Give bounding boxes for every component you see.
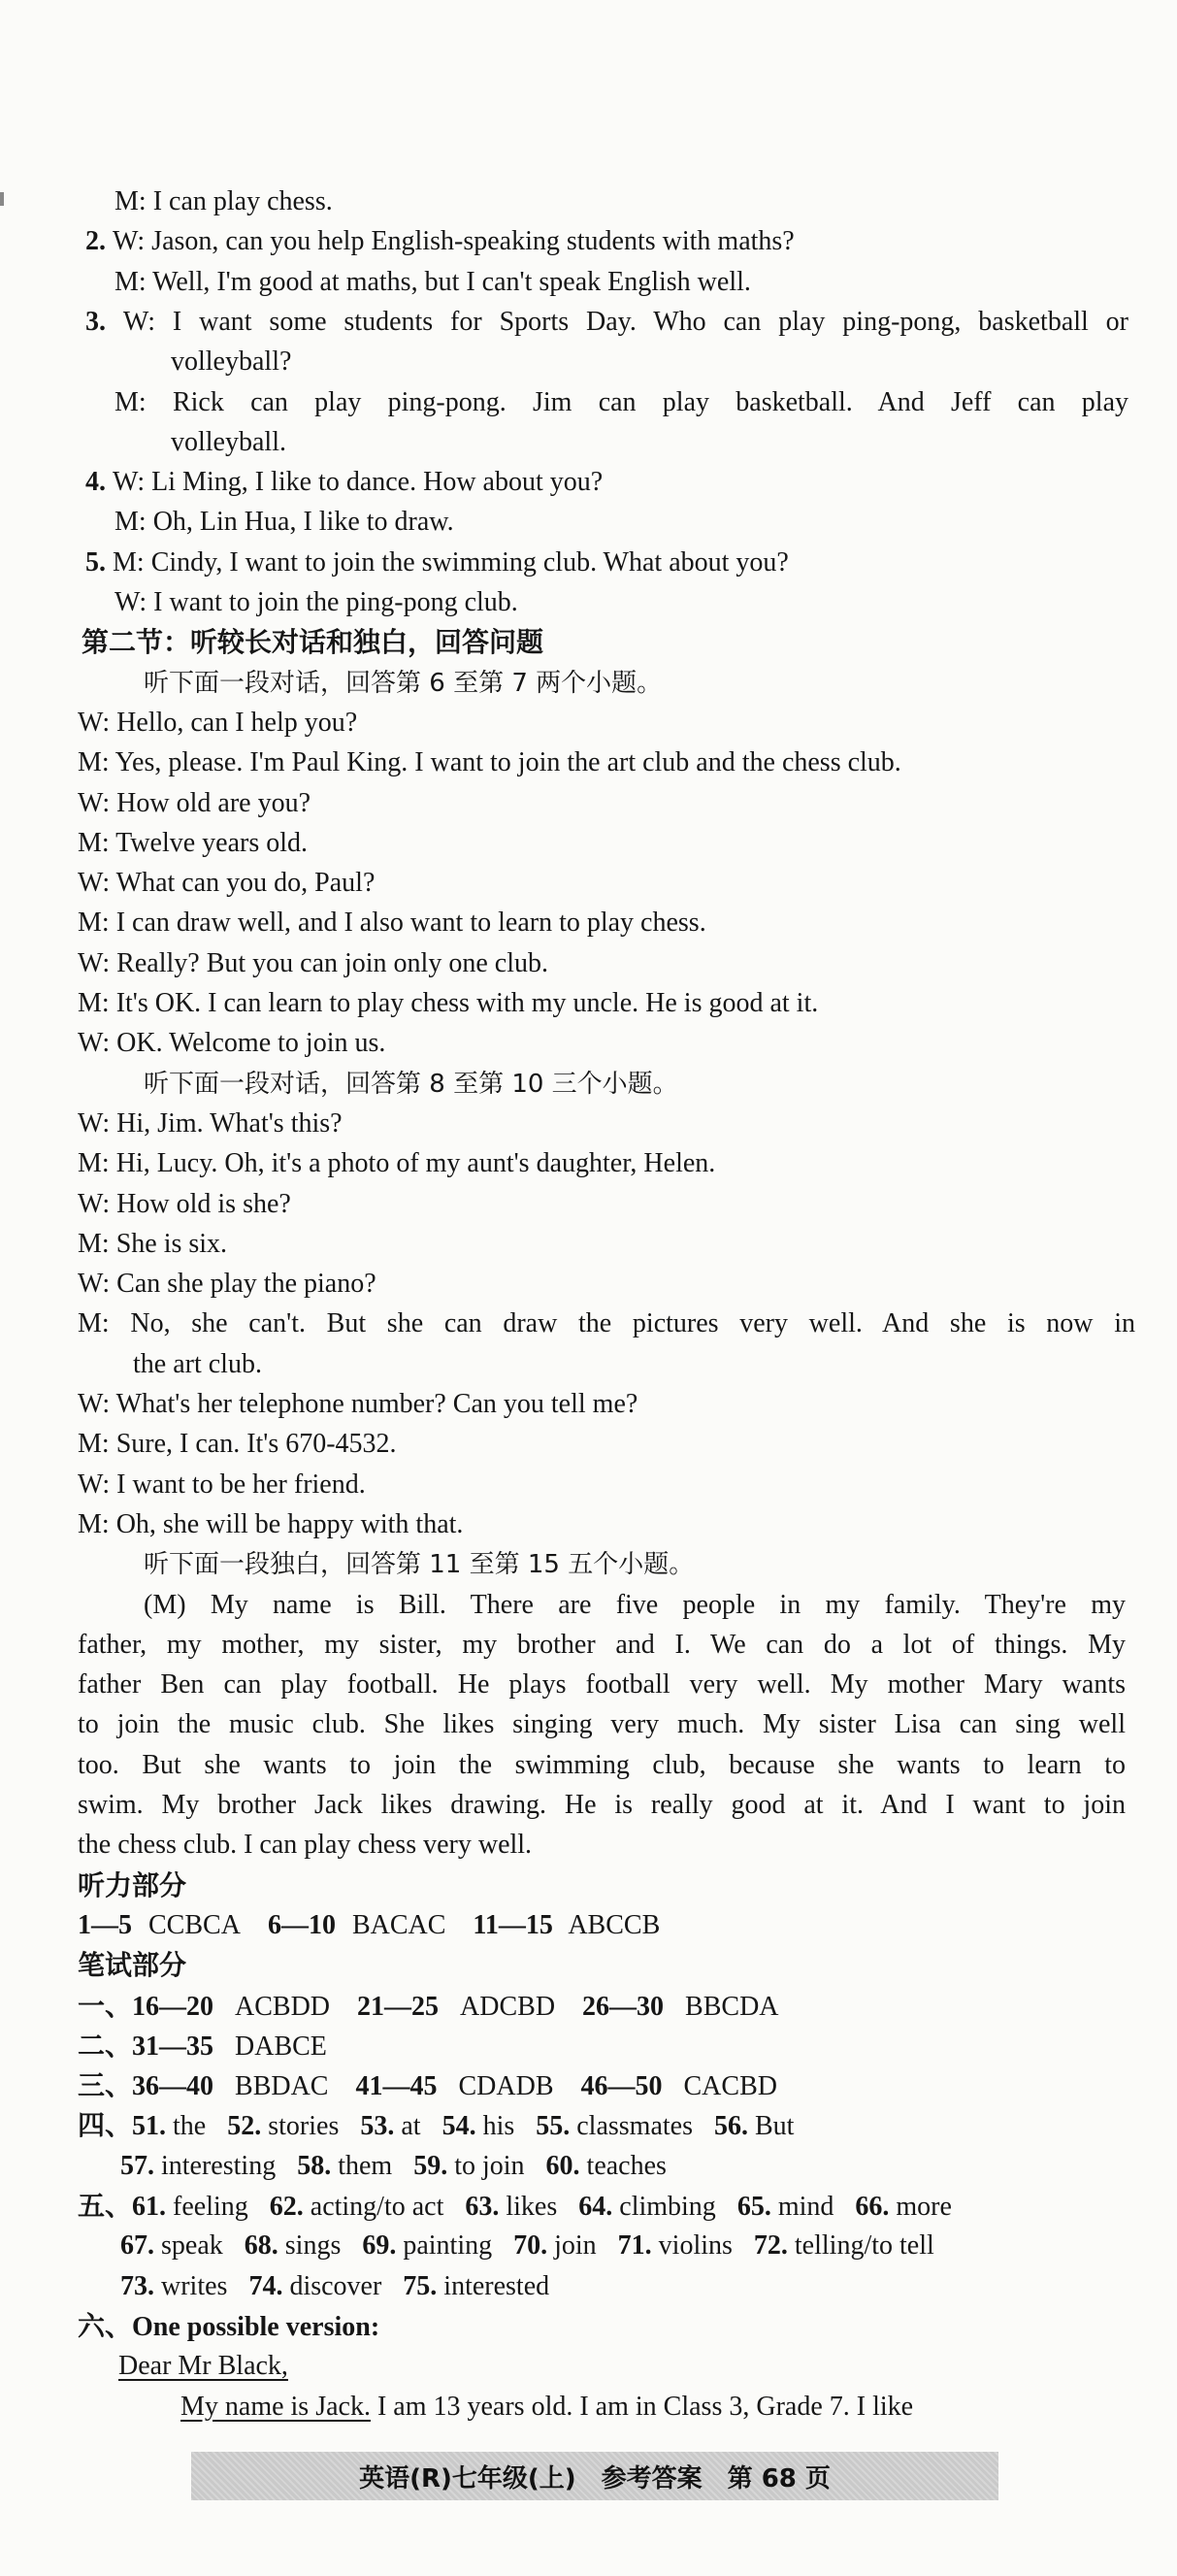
item-number: 71.: [617, 2230, 652, 2262]
page-footer: [191, 2452, 998, 2500]
line-text: Really? But you can join only one club.: [116, 947, 548, 978]
speaker-label: M:: [78, 1508, 116, 1539]
line-text: What can you do, Paul?: [115, 868, 376, 899]
line-text: volleyball?: [171, 347, 292, 378]
dialogue-line: [78, 904, 706, 942]
section-title: [82, 623, 543, 663]
dialogue-line: [78, 1425, 397, 1464]
dialogue-line: [78, 784, 311, 823]
speaker-label: M:: [78, 1308, 131, 1339]
essay-line: [180, 2388, 913, 2427]
line-text: I want to be her friend.: [116, 1469, 366, 1500]
answer-range: 11—15: [473, 1909, 553, 1940]
item-answer: join: [547, 2230, 597, 2262]
line-text: I want to join the ping-pong club.: [153, 587, 518, 617]
speaker-label: M:: [78, 1148, 116, 1179]
dialogue-line: [114, 263, 751, 302]
item-number: 61.: [132, 2192, 167, 2222]
question-line: [85, 544, 789, 582]
section-prefix: 五、: [78, 2190, 133, 2222]
section-title: [78, 1866, 186, 1906]
dialogue-line: [114, 383, 1128, 422]
item-number: 56.: [714, 2111, 748, 2142]
item-number: 66.: [855, 2192, 890, 2222]
footer-section: 参考答案: [601, 2463, 703, 2493]
speaker-label: M:: [78, 1228, 116, 1259]
answer-range: 1—5: [78, 1909, 132, 1940]
speaker-label: W:: [113, 467, 152, 498]
line-text: (M) My name is Bill. There are five people in my family. They're my: [144, 1589, 1126, 1620]
item-number: 62.: [269, 2192, 304, 2222]
answer-row: [120, 2147, 688, 2186]
answer-row: [78, 2187, 973, 2227]
item-answer: interesting: [154, 2150, 277, 2181]
speaker-label: M:: [78, 1429, 116, 1460]
dialogue-line: [78, 704, 357, 743]
answer-range: 46—50: [580, 2071, 663, 2102]
continuation-line: [171, 343, 291, 381]
instruction: [144, 664, 662, 703]
instruction: [144, 1065, 678, 1104]
dialogue-line: [78, 1265, 376, 1304]
answer-letters: BBDAC: [235, 2071, 329, 2102]
answer-range: 21—25: [357, 1991, 440, 2022]
item-number: 59.: [413, 2150, 448, 2181]
speaker-label: W:: [78, 1389, 116, 1419]
item-number: 57.: [120, 2150, 154, 2181]
line-text: Jason, can you help English-speaking students with maths?: [151, 226, 795, 257]
speaker-label: W:: [78, 707, 117, 738]
item-answer: climbing: [612, 2192, 716, 2222]
item-answer: mind: [770, 2192, 834, 2222]
item-answer: the: [166, 2111, 207, 2142]
dialogue-line: [78, 864, 375, 903]
answer-letters: CDADB: [458, 2071, 554, 2102]
dialogue-line: [78, 1305, 1135, 1343]
listening-title: 听力部分: [78, 1868, 187, 1901]
line-text: too. But she wants to join the swimming club, because she wants to learn to: [78, 1749, 1126, 1780]
line-text: father, my mother, my sister, my brother and I. We can do a lot of things. My: [78, 1629, 1126, 1660]
line-text: How old is she?: [116, 1188, 291, 1219]
line-text: I can play chess.: [152, 186, 333, 216]
item-number: 67.: [120, 2230, 154, 2262]
answer-letters: DABCE: [235, 2031, 327, 2062]
dialogue-line: [114, 182, 333, 221]
answer-row: [120, 2227, 956, 2265]
line-text: swim. My brother Jack likes drawing. He is really good at it. And I want to join: [78, 1790, 1126, 1820]
instruction-text: 听下面一段独白，回答第 11 至第 15 五个小题。: [144, 1550, 695, 1580]
instruction: [144, 1545, 694, 1584]
line-text: Oh, Lin Hua, I like to draw.: [152, 507, 454, 538]
answer-letters: ADCBD: [460, 1991, 556, 2022]
speaker-label: M:: [114, 186, 153, 216]
item-answer: discover: [282, 2270, 382, 2301]
speaker-label: M:: [78, 747, 115, 778]
answer-range: 36—40: [132, 2071, 214, 2102]
line-text: Hello, can I help you?: [116, 707, 358, 738]
dialogue-line: [114, 583, 518, 622]
dialogue-line: [78, 944, 548, 983]
item-answer: feeling: [166, 2192, 248, 2222]
item-number: 65.: [736, 2192, 771, 2222]
speaker-label: W:: [78, 947, 117, 978]
instruction-text: 听下面一段对话，回答第 6 至第 7 两个小题。: [144, 668, 663, 698]
line-text: volleyball.: [171, 426, 286, 457]
monologue-line: [78, 1626, 1126, 1665]
section-prefix: 一、: [78, 1989, 133, 2022]
dialogue-line: [78, 743, 901, 782]
continuation-line: [171, 423, 286, 462]
item-answer: violins: [651, 2230, 733, 2262]
answer-range: 41—45: [355, 2071, 438, 2102]
monologue-line: [78, 1705, 1126, 1744]
item-number: 55.: [536, 2111, 571, 2142]
question-line: [85, 463, 603, 502]
item-answer: acting/to act: [303, 2192, 444, 2222]
item-number: 70.: [513, 2230, 548, 2262]
item-number: 74.: [248, 2270, 283, 2301]
monologue-line: [144, 1586, 1126, 1625]
answer-row: [78, 2106, 815, 2146]
line-text: Can she play the piano?: [116, 1269, 376, 1300]
item-number: 58.: [297, 2150, 332, 2181]
dialogue-line: [78, 1024, 385, 1063]
item-answer: them: [331, 2150, 393, 2181]
item-answer: teaches: [579, 2150, 667, 2181]
line-text: It's OK. I can learn to play chess with my uncle. He is good at it.: [115, 988, 819, 1018]
monologue-line: [78, 1786, 1126, 1825]
answer-row: [120, 2267, 571, 2306]
item-number: 53.: [360, 2111, 395, 2142]
line-text: the chess club. I can play chess very well.: [78, 1830, 533, 1861]
item-answer: more: [889, 2192, 952, 2222]
item-number: 68.: [244, 2230, 278, 2262]
line-text: She is six.: [115, 1228, 228, 1259]
speaker-label: W:: [78, 1269, 117, 1300]
item-number: 51.: [132, 2111, 167, 2142]
answer-letters: ABCCB: [562, 1909, 661, 1940]
line-text: father Ben can play football. He plays football very well. My mother Mary wants: [78, 1669, 1126, 1701]
speaker-label: W:: [113, 226, 152, 257]
monologue-line: [78, 1826, 532, 1865]
continuation-line: [133, 1345, 262, 1384]
section-prefix: 二、: [78, 2029, 133, 2062]
line-text: Yes, please. I'm Paul King. I want to join the art club and the chess club.: [114, 747, 901, 778]
line-text: Well, I'm good at maths, but I can't speak English well.: [152, 266, 751, 297]
item-number: 52.: [227, 2111, 262, 2142]
speaker-label: M:: [78, 908, 116, 939]
margin-mark: [0, 192, 4, 206]
item-answer: classmates: [570, 2111, 693, 2142]
item-number: 60.: [545, 2150, 580, 2181]
line-text: How old are you?: [116, 787, 311, 818]
speaker-label: W:: [78, 868, 116, 899]
item-answer: speak: [154, 2230, 223, 2262]
dialogue-line: [78, 1466, 366, 1504]
line-text: What's her telephone number? Can you tell me?: [115, 1389, 638, 1419]
answer-letters: BACAC: [344, 1909, 446, 1940]
answer-row: [78, 1987, 806, 2027]
footer-subject: 英语(R)七年级(上): [359, 2463, 576, 2493]
item-answer: to join: [447, 2150, 525, 2181]
speaker-label: W:: [78, 1469, 117, 1500]
item-number: 72.: [753, 2230, 788, 2262]
item-answer: But: [748, 2111, 795, 2142]
question-line: [85, 303, 1128, 342]
item-answer: interested: [437, 2270, 550, 2301]
instruction-text: 听下面一段对话，回答第 8 至第 10 三个小题。: [144, 1069, 678, 1099]
question-number: 3.: [85, 306, 123, 337]
question-number: 4.: [85, 467, 113, 498]
speaker-label: W:: [78, 1188, 117, 1219]
answer-row: [78, 2027, 354, 2066]
line-text: OK. Welcome to join us.: [116, 1028, 386, 1059]
answer-letters: CACBD: [683, 2071, 777, 2102]
item-answer: stories: [261, 2111, 340, 2142]
item-answer: writes: [154, 2270, 228, 2301]
item-answer: telling/to tell: [787, 2230, 934, 2262]
speaker-label: M:: [113, 546, 151, 578]
dialogue-line: [78, 1105, 343, 1143]
line-text: I can draw well, and I also want to learn to play chess.: [115, 908, 706, 939]
dialogue-line: [78, 1144, 715, 1183]
line-text: Oh, she will be happy with that.: [115, 1508, 464, 1539]
line-text: Sure, I can. It's 670-4532.: [115, 1429, 397, 1460]
speaker-label: M:: [114, 507, 153, 538]
speaker-label: M:: [114, 266, 153, 297]
dialogue-line: [78, 1505, 463, 1544]
speaker-label: M:: [78, 988, 116, 1018]
footer-page-number: 第 68 页: [727, 2463, 831, 2493]
answer-range: 16—20: [132, 1991, 214, 2022]
speaker-label: W:: [78, 1028, 117, 1059]
salutation-text: Dear Mr Black,: [118, 2351, 288, 2382]
section-prefix: 三、: [78, 2069, 133, 2102]
answer-letters: CCBCA: [142, 1909, 241, 1940]
line-text: Cindy, I want to join the swimming club. What about you?: [150, 546, 789, 578]
speaker-label: W:: [122, 306, 173, 337]
item-number: 63.: [465, 2192, 500, 2222]
dialogue-line: [78, 1225, 227, 1264]
essay-text: I am 13 years old. I am in Class 3, Grade 7. I like: [370, 2391, 914, 2422]
question-number: 2.: [85, 226, 113, 257]
essay-underlined: My name is Jack.: [180, 2391, 371, 2422]
answer-range: 6—10: [267, 1909, 336, 1940]
line-text: Li Ming, I like to dance. How about you?: [151, 467, 604, 498]
answer-row: [78, 1906, 687, 1945]
item-number: 75.: [403, 2270, 438, 2301]
speaker-label: W:: [78, 1107, 117, 1139]
written-title: 笔试部分: [78, 1949, 187, 1982]
item-answer: at: [394, 2111, 421, 2142]
speaker-label: W:: [114, 587, 154, 617]
monologue-line: [78, 1746, 1126, 1785]
item-answer: painting: [396, 2230, 493, 2262]
answer-range: 26—30: [582, 1991, 665, 2022]
dialogue-line: [78, 824, 308, 863]
item-number: 54.: [441, 2111, 476, 2142]
section-prefix: 四、: [78, 2109, 133, 2142]
line-text: Rick can play ping-pong. Jim can play basketball. And Jeff can play: [172, 386, 1128, 417]
item-answer: likes: [499, 2192, 558, 2222]
dialogue-line: [78, 984, 818, 1023]
answer-row: [78, 2066, 804, 2106]
item-answer: sings: [278, 2230, 342, 2262]
version-label: One possible version:: [132, 2311, 380, 2342]
answer-range: 31—35: [132, 2031, 214, 2062]
dialogue-line: [78, 1385, 638, 1424]
item-number: 64.: [578, 2192, 613, 2222]
monologue-line: [78, 1666, 1126, 1704]
question-number: 5.: [85, 546, 113, 578]
speaker-label: W:: [78, 787, 117, 818]
dialogue-line: [114, 503, 454, 542]
line-text: I want some students for Sports Day. Who can play ping-pong, basketball or: [172, 306, 1128, 337]
speaker-label: M:: [78, 827, 116, 858]
item-number: 69.: [362, 2230, 397, 2262]
line-text: Hi, Jim. What's this?: [116, 1107, 343, 1139]
salutation: [118, 2347, 288, 2386]
question-line: [85, 222, 795, 261]
line-text: Hi, Lucy. Oh, it's a photo of my aunt's daughter, Helen.: [115, 1148, 716, 1179]
line-text: No, she can't. But she can draw the pictures very well. And she is now in: [130, 1308, 1135, 1339]
item-number: 73.: [120, 2270, 154, 2301]
answer-letters: BBCDA: [685, 1991, 779, 2022]
line-text: to join the music club. She likes singing very much. My sister Lisa can sing well: [78, 1709, 1126, 1740]
item-answer: his: [475, 2111, 515, 2142]
speaker-label: M:: [114, 386, 173, 417]
section-2-title: 第二节：听较长对话和独白，回答问题: [82, 626, 544, 659]
line-text: the art club.: [133, 1348, 262, 1379]
line-text: Twelve years old.: [115, 827, 309, 858]
section-title: [78, 1946, 186, 1986]
dialogue-line: [78, 1185, 291, 1224]
section-prefix: 六、: [78, 2309, 133, 2342]
section-6-header: [78, 2307, 379, 2347]
answer-letters: ACBDD: [235, 1991, 331, 2022]
